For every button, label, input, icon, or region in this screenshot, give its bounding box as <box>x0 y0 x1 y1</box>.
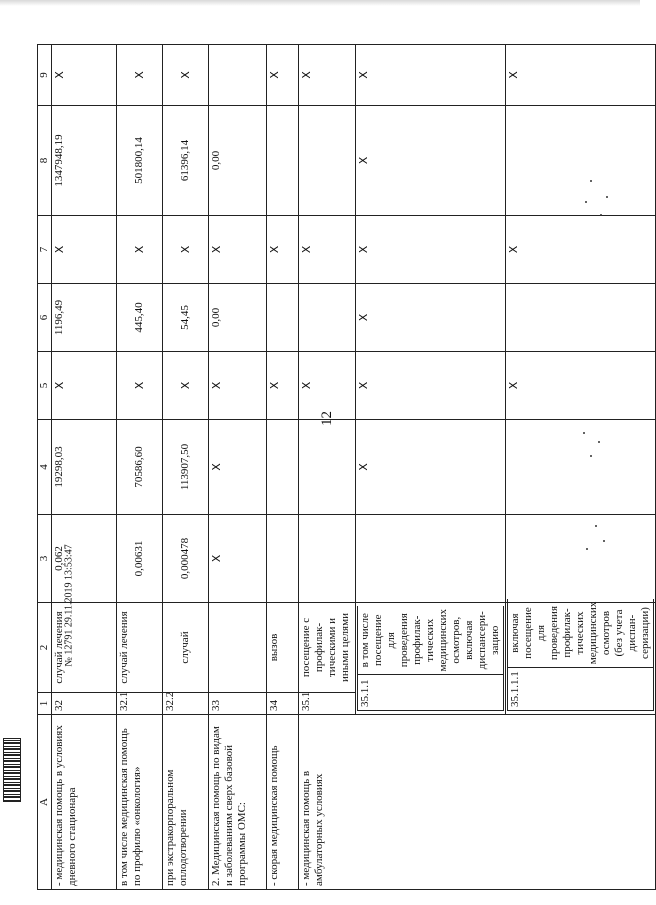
table-row <box>117 45 163 890</box>
value-cell: X <box>506 45 656 106</box>
value-cell <box>506 420 656 515</box>
value-cell: X <box>299 352 356 420</box>
value-cell: 445,40 <box>117 284 163 352</box>
value-cell <box>267 420 299 515</box>
value-cell <box>299 515 356 603</box>
row-code: 35.1.1.1 <box>508 668 654 711</box>
value-cell <box>506 515 656 603</box>
header-cell: 6 <box>38 284 52 352</box>
value-cell: X <box>52 45 117 106</box>
unit-cell: включая посещение для проведения профилак-тических медицинских осмотров (без учета диспан-серизации) <box>508 599 654 668</box>
value-cell: X <box>506 352 656 420</box>
value-cell <box>267 284 299 352</box>
unit-cell: в том числе посещение для проведения профилак-тических медицинских осмотров, включая диспансери-зацию <box>358 606 504 675</box>
value-cell: X <box>117 216 163 284</box>
value-cell: X <box>267 45 299 106</box>
value-cell: X <box>209 420 267 515</box>
value-cell: X <box>209 515 267 603</box>
value-cell <box>267 515 299 603</box>
value-cell: 70586,60 <box>117 420 163 515</box>
table-row <box>299 45 356 890</box>
subrow-code-cell <box>356 603 506 715</box>
row-label: - медицинская помощь в амбулаторных условиях <box>299 715 656 890</box>
value-cell: 0,00 <box>209 284 267 352</box>
row-code: 32.2 <box>163 693 209 715</box>
value-cell: 0,00631 <box>117 515 163 603</box>
header-cell: 2 <box>38 603 52 693</box>
value-cell: 0,062 <box>52 515 117 603</box>
value-cell: X <box>506 216 656 284</box>
value-cell: X <box>267 352 299 420</box>
value-cell: X <box>356 106 506 216</box>
value-cell: 1347948,19 <box>52 106 117 216</box>
table-row <box>267 45 299 890</box>
value-cell <box>506 284 656 352</box>
unit-cell: случай лечения <box>117 603 163 693</box>
row-code: 34 <box>267 693 299 715</box>
value-cell: 0,00 <box>209 106 267 216</box>
table-row <box>163 45 209 890</box>
value-cell: X <box>356 420 506 515</box>
page-number: 12 <box>319 411 335 426</box>
unit-cell: посещение с профилак-тическими и иными целями <box>299 603 356 693</box>
header-cell: 7 <box>38 216 52 284</box>
row-code: 35.1.1 <box>358 675 504 711</box>
unit-cell: вызов <box>267 603 299 693</box>
document-stamp: № 12791 29.11.2019 13:53:47 <box>63 544 75 667</box>
unit-cell: случай лечения <box>52 603 117 693</box>
scan-edge <box>0 0 640 6</box>
value-cell <box>506 106 656 216</box>
value-cell <box>209 45 267 106</box>
value-cell: X <box>299 45 356 106</box>
header-cell: 4 <box>38 420 52 515</box>
header-row <box>38 45 52 890</box>
row-code: 32.1 <box>117 693 163 715</box>
value-cell: X <box>163 45 209 106</box>
value-cell: X <box>163 216 209 284</box>
header-cell: 8 <box>38 106 52 216</box>
value-cell: X <box>52 216 117 284</box>
header-cell: 5 <box>38 352 52 420</box>
value-cell: X <box>209 352 267 420</box>
value-cell: X <box>356 216 506 284</box>
table-row <box>52 45 117 890</box>
value-cell: 19298,03 <box>52 420 117 515</box>
value-cell <box>299 284 356 352</box>
value-cell: 0,000478 <box>163 515 209 603</box>
row-label: 2. Медицинская помощь по видам и заболеваниям сверх базовой программы ОМС: <box>209 715 267 890</box>
value-cell: X <box>163 352 209 420</box>
header-cell: A <box>38 715 52 890</box>
value-cell: X <box>209 216 267 284</box>
unit-cell <box>209 603 267 693</box>
value-cell: X <box>117 45 163 106</box>
row-label: при экстракорпоральном оплодотворении <box>163 715 209 890</box>
data-table <box>37 44 656 890</box>
value-cell: 61396,14 <box>163 106 209 216</box>
row-code: 35.1 <box>299 693 356 715</box>
value-cell: X <box>267 216 299 284</box>
header-cell: 1 <box>38 693 52 715</box>
value-cell: 1196,49 <box>52 284 117 352</box>
value-cell <box>356 515 506 603</box>
row-label: - скорая медицинская помощь <box>267 715 299 890</box>
header-cell: 3 <box>38 515 52 603</box>
subrow-code-cell <box>506 603 656 715</box>
header-cell: 9 <box>38 45 52 106</box>
value-cell: 113907,50 <box>163 420 209 515</box>
value-cell: X <box>117 352 163 420</box>
unit-cell: случай <box>163 603 209 693</box>
value-cell <box>299 420 356 515</box>
rotated-table-container <box>37 45 651 890</box>
row-code: 33 <box>209 693 267 715</box>
row-label: в том числе медицинская помощь по профилю «онкология» <box>117 715 163 890</box>
value-cell: X <box>356 284 506 352</box>
value-cell: X <box>356 352 506 420</box>
row-code: 32 <box>52 693 117 715</box>
row-label: - медицинская помощь в условиях дневного стационара <box>52 715 117 890</box>
value-cell <box>267 106 299 216</box>
value-cell: 54,45 <box>163 284 209 352</box>
value-cell <box>299 106 356 216</box>
value-cell: 501800,14 <box>117 106 163 216</box>
value-cell: X <box>356 45 506 106</box>
barcode-mark <box>3 738 21 802</box>
table-row <box>209 45 267 890</box>
value-cell: X <box>52 352 117 420</box>
value-cell: X <box>299 216 356 284</box>
